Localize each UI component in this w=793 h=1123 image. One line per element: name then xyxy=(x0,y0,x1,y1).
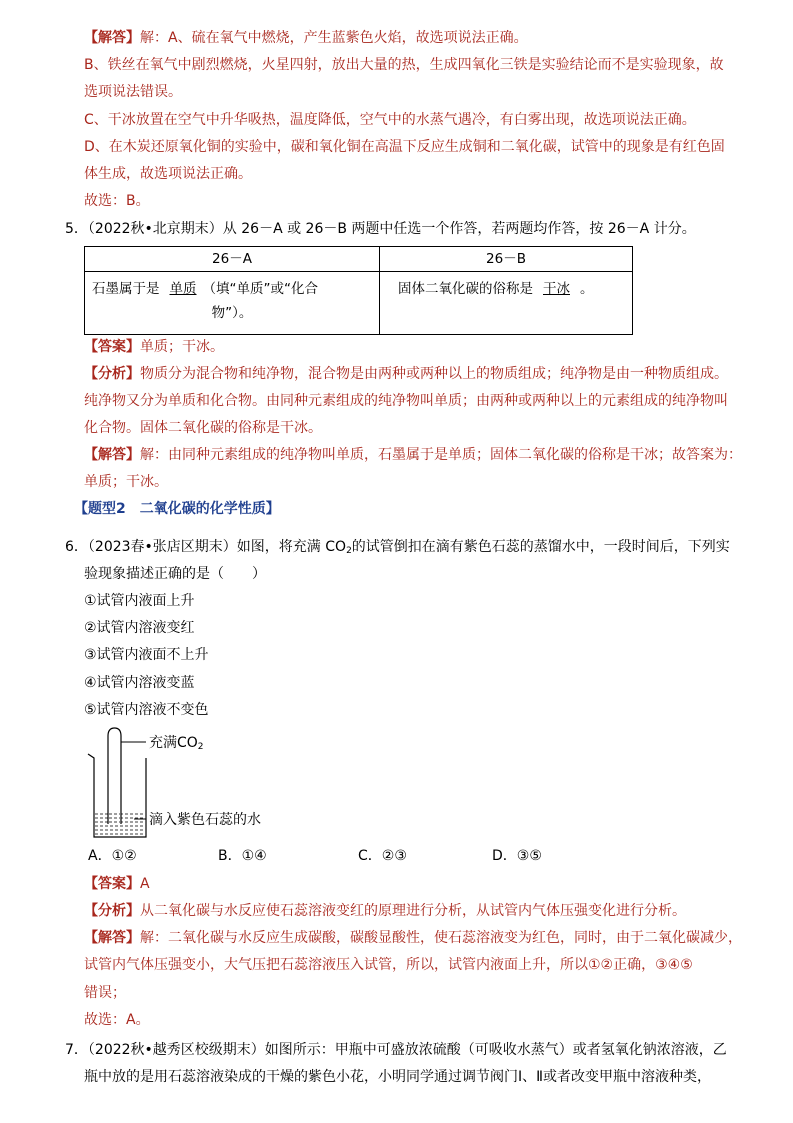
prev-solution-a xyxy=(84,28,528,48)
q6-solution-1: 【解答】解：二氧化碳与水反应生成碳酸，碳酸显酸性，使石蕊溶液变为红色，同时，由于二氧化碳减少， xyxy=(84,930,742,946)
q5-analysis-1: 【分析】物质分为混合物和纯净物，混合物是由两种或两种以上的物质组成；纯净物是由一种物质组成。 xyxy=(84,366,728,382)
answer-blank-b: 干冰 xyxy=(543,281,570,297)
figure-label-water: 滴入紫色石蕊的水 xyxy=(149,812,261,828)
table-cell-a: 石墨属于是 单质 （填“单质”或“化合 物”）。 xyxy=(85,272,380,335)
q5-solution-2: 单质；干冰。 xyxy=(84,474,168,490)
choice-table xyxy=(84,246,633,335)
q6-answer: 【答案】A xyxy=(84,876,150,892)
question-number: 5． xyxy=(65,221,88,237)
answer-blank-a: 单质 xyxy=(169,281,197,297)
prev-solution-b1: B、铁丝在氧气中剧烈燃烧，火星四射，放出大量的热，生成四氧化三铁是实验结论而不是实验现象，故 xyxy=(84,57,724,73)
q6-choice: 故选：A。 xyxy=(84,1012,150,1028)
option-b[interactable]: B．①④ xyxy=(218,848,267,864)
question-6-stem: 6．（2023春•张店区期末）如图，将充满 $CO_2$的试管倒扣在滴有紫色石蕊的蒸馏水中，一段时间后，下列实 xyxy=(65,539,730,556)
q6-analysis: 【分析】从二氧化碳与水反应使石蕊溶液变红的原理进行分析，从试管内气体压强变化进行分析。 xyxy=(84,903,686,919)
q6-item: ①试管内液面上升 xyxy=(84,593,195,609)
prev-solution-d2: 体生成，故选项说法正确。 xyxy=(84,166,252,182)
q6-item: ③试管内液面不上升 xyxy=(84,647,209,663)
q6-item: ④试管内溶液变蓝 xyxy=(84,675,195,691)
question-5-stem xyxy=(65,219,696,239)
option-a[interactable]: A．①② xyxy=(88,848,137,864)
question-7-stem: 7．（2022秋•越秀区校级期末）如图所示：甲瓶中可盛放浓硫酸（可吸收水蒸气）或者氢氧化钠浓溶液，乙 xyxy=(65,1042,727,1058)
prev-solution-d1: D、在木炭还原氧化铜的实验中，碳和氧化铜在高温下反应生成铜和二氧化碳，试管中的现象是有红色固 xyxy=(84,139,725,155)
q5-answer: 【答案】单质；干冰。 xyxy=(84,339,224,355)
table-cell-b: 固体二氧化碳的俗称是 干冰 。 xyxy=(380,272,633,335)
table-header-a: 26－A xyxy=(85,247,380,272)
option-d[interactable]: D．③⑤ xyxy=(492,848,542,864)
q5-analysis-2: 纯净物又分为单质和化合物。由同种元素组成的纯净物叫单质；由两种或两种以上的元素组成的纯净物叫 xyxy=(84,393,728,409)
section-heading: 【题型2 二氧化碳的化学性质】 xyxy=(74,501,280,517)
table-header-b: 26－B xyxy=(380,247,633,272)
q6-solution-2: 试管内气体压强变小，大气压把石蕊溶液压入试管，所以，试管内液面上升，所以①②正确，③④⑤ xyxy=(84,957,693,973)
solution-tag: 【解答】 xyxy=(84,30,140,46)
solution-text: 解：A、硫在氧气中燃烧，产生蓝紫色火焰，故选项说法正确。 xyxy=(140,30,528,46)
prev-solution-b2: 选项说法错误。 xyxy=(84,84,182,100)
prev-solution-c: C、干冰放置在空气中升华吸热，温度降低，空气中的水蒸气遇冷，有白雾出现，故选项说法正确。 xyxy=(84,112,696,128)
q6-item: ⑤试管内溶液不变色 xyxy=(84,702,209,718)
q5-solution-1: 【解答】解：由同种元素组成的纯净物叫单质，石墨属于是单质；固体二氧化碳的俗称是干冰；故答案为： xyxy=(84,447,742,463)
question-6-stem-2: 验现象描述正确的是（ ） xyxy=(84,566,266,582)
q6-item: ②试管内溶液变红 xyxy=(84,620,195,636)
figure-label-co2: 充满$CO_2$ xyxy=(149,735,204,752)
question-7-stem-2: 瓶中放的是用石蕊溶液染成的干燥的紫色小花，小明同学通过调节阀门Ⅰ、Ⅱ或者改变甲瓶中溶液种类， xyxy=(84,1069,712,1085)
q6-solution-3: 错误； xyxy=(84,985,126,1001)
prev-choice: 故选：B。 xyxy=(84,193,150,209)
question-text: （2022秋•北京期末）从 26－A 或 26－B 两题中任选一个作答，若两题均作答，按 26－A 计分。 xyxy=(87,221,696,237)
q5-analysis-3: 化合物。固体二氧化碳的俗称是干冰。 xyxy=(84,420,322,436)
option-c[interactable]: C．②③ xyxy=(358,848,407,864)
